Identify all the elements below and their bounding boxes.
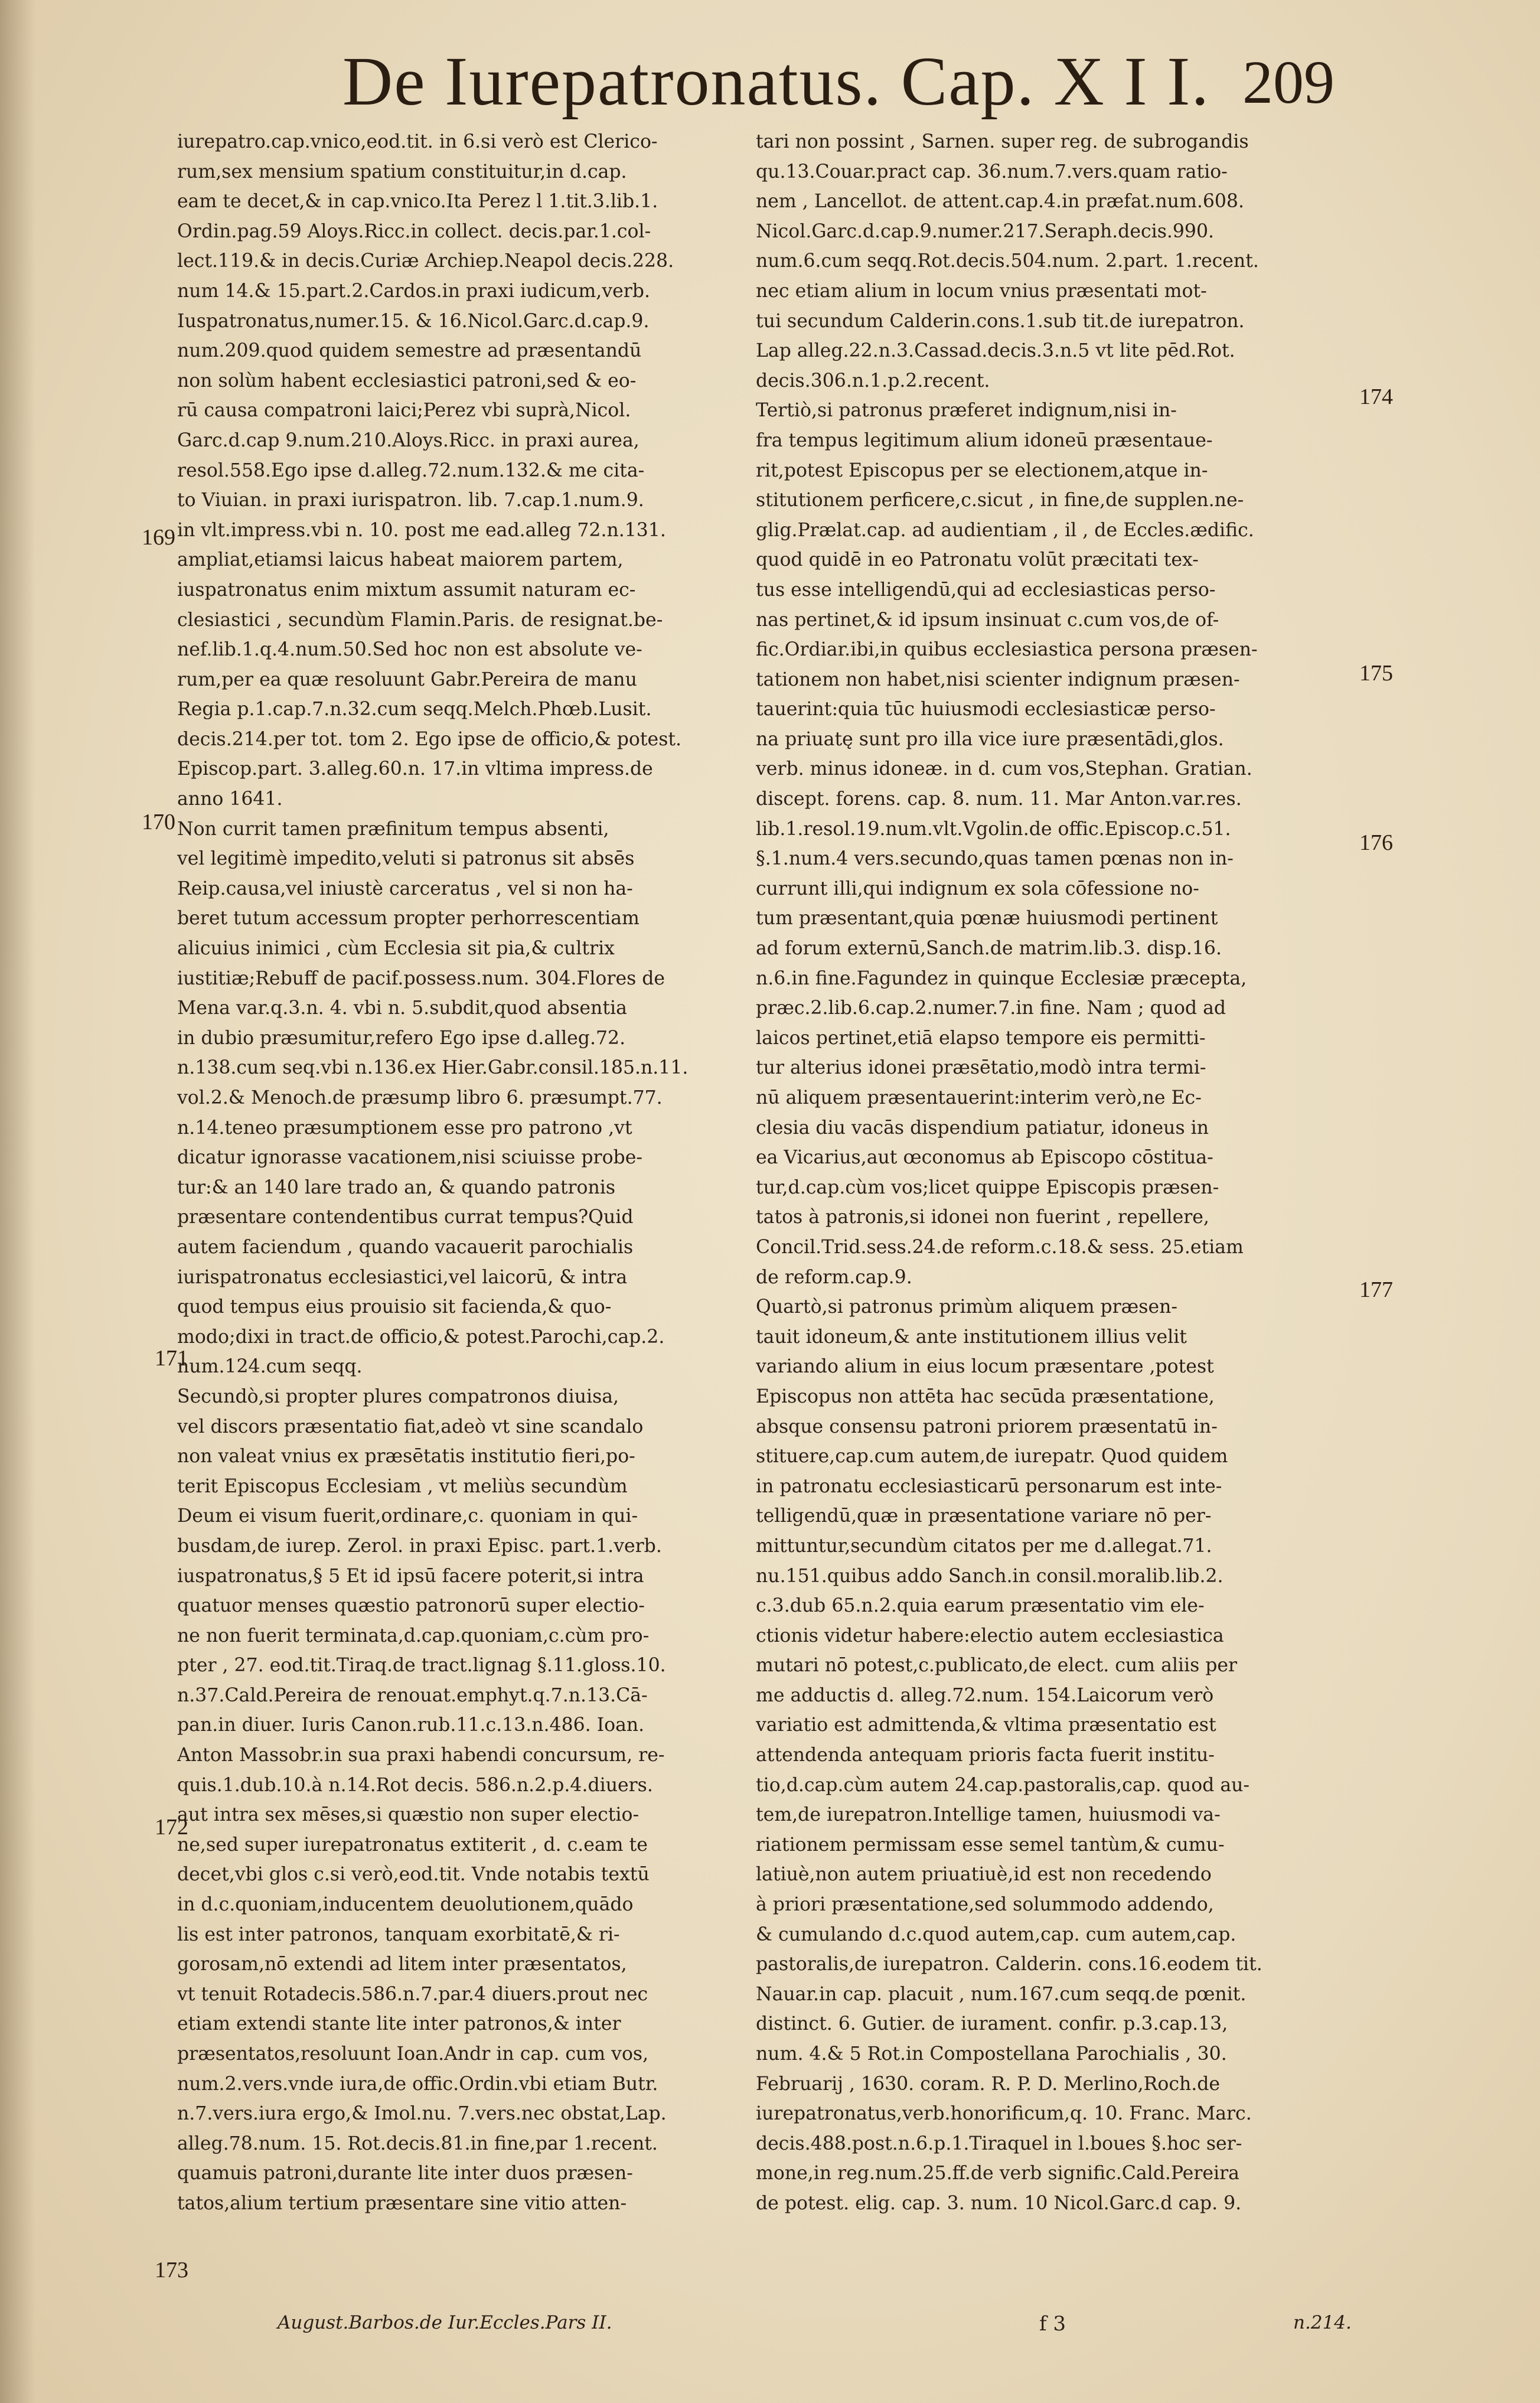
text-line: qu.13.Couar.pract cap. 36.num.7.vers.quam ratio- xyxy=(756,161,1228,182)
running-title: De Iurepatronatus. Cap. X I I. xyxy=(342,43,1210,120)
margin-number-177: 177 xyxy=(1359,1277,1393,1302)
text-line: riationem permissam esse semel tantùm,& cumu- xyxy=(756,1834,1225,1856)
text-line: discept. forens. cap. 8. num. 11. Mar Anton.var.res. xyxy=(756,788,1242,810)
text-line: Episcop.part. 3.alleg.60.n. 17.in vltima impress.de xyxy=(177,758,653,780)
text-line: Februarij , 1630. coram. R. P. D. Merlino,Roch.de xyxy=(756,2073,1221,2095)
text-line: pastoralis,de iurepatron. Calderin. cons.16.eodem tit. xyxy=(756,1954,1262,1975)
text-line: Deum ei visum fuerit,ordinare,c. quoniam in qui- xyxy=(177,1505,638,1527)
text-line: ctionis videtur habere:electio autem ecclesiastica xyxy=(756,1625,1224,1646)
text-line: quod tempus eius prouisio sit facienda,& quo- xyxy=(177,1296,612,1318)
text-line: mutari nō potest,c.publicato,de elect. cum aliis per xyxy=(756,1655,1238,1677)
text-line: iustitiæ;Rebuff de pacif.possess.num. 304.Flores de xyxy=(177,967,665,989)
footer-running-text: August.Barbos.de Iur.Eccles.Pars II. xyxy=(278,2312,612,2333)
text-line: iurepatronatus,verb.honorificum,q. 10. Franc. Marc. xyxy=(756,2103,1252,2125)
text-line: aut intra sex mēses,si quæstio non super electio- xyxy=(177,1804,640,1826)
signature-mark: f 3 xyxy=(1039,2312,1066,2336)
text-line: verb. minus idoneæ. in d. cum vos,Stephan. Gratian. xyxy=(756,758,1252,780)
margin-number-172: 172 xyxy=(155,1815,188,1840)
text-line: resol.558.Ego ipse d.alleg.72.num.132.& me cita- xyxy=(177,459,645,481)
text-line: mittuntur,secundùm citatos per me d.allegat.71. xyxy=(756,1535,1212,1557)
text-line: alicuius inimici , cùm Ecclesia sit pia,& cultrix xyxy=(177,938,615,960)
text-line: vel discors præsentatio fiat,adeò vt sine scandalo xyxy=(177,1416,644,1437)
text-line: num.209.quod quidem semestre ad præsentandū xyxy=(177,340,642,362)
right-column xyxy=(756,127,1346,2219)
text-line: vol.2.& Menoch.de præsump libro 6. præsumpt.77. xyxy=(177,1087,663,1108)
margin-number-174: 174 xyxy=(1359,384,1393,409)
text-line: clesiastici , secundùm Flamin.Paris. de resignat.be- xyxy=(177,609,663,631)
text-line: de reform.cap.9. xyxy=(756,1266,912,1288)
text-line: nas pertinet,& id ipsum insinuat c.cum vos,de of- xyxy=(756,609,1219,631)
text-line: quis.1.dub.10.à n.14.Rot decis. 586.n.2.p.4.diuers. xyxy=(177,1774,653,1796)
text-line: clesia diu vacās dispendium patiatur, idoneus in xyxy=(756,1117,1209,1139)
text-line: stitutionem perficere,c.sicut , in fine,de supplen.ne- xyxy=(756,490,1244,511)
text-line: ampliat,etiamsi laicus habeat maiorem partem, xyxy=(177,549,624,571)
text-line: Tertiò,si patronus præferet indignum,nisi in- xyxy=(756,400,1177,422)
text-line: rum,sex mensium spatium constituitur,in d.cap. xyxy=(177,161,627,182)
text-line: variando alium in eius locum præsentare ,potest xyxy=(756,1356,1214,1378)
text-line: gorosam,nō extendi ad litem inter præsentatos, xyxy=(177,1954,627,1975)
text-line: currunt illi,qui indignum ex sola cōfessione no- xyxy=(756,878,1199,899)
page-edge-shadow xyxy=(0,0,35,2403)
text-line: Reip.causa,vel iniustè carceratus , vel si non ha- xyxy=(177,878,633,899)
text-line: iurepatro.cap.vnico,eod.tit. in 6.si verò est Clerico- xyxy=(177,131,658,152)
text-line: Secundò,si propter plures compatronos diuisa, xyxy=(177,1385,619,1407)
text-line: nū aliquem præsentauerint:interim verò,ne Ec- xyxy=(756,1087,1202,1108)
text-line: nef.lib.1.q.4.num.50.Sed hoc non est absolute ve- xyxy=(177,639,642,661)
text-line: tatos à patronis,si idonei non fuerint , repellere, xyxy=(756,1207,1209,1228)
text-line: quatuor menses quæstio patronorū super electio- xyxy=(177,1595,645,1617)
text-line: na priuatę sunt pro illa vice iure præsentādi,glos. xyxy=(756,728,1224,750)
text-line: tationem non habet,nisi scienter indignum præsen- xyxy=(756,669,1240,690)
text-line: de potest. elig. cap. 3. num. 10 Nicol.Garc.d cap. 9. xyxy=(756,2192,1242,2214)
text-line: decet,vbi glos c.si verò,eod.tit. Vnde notabis textū xyxy=(177,1864,650,1886)
text-line: iuspatronatus enim mixtum assumit naturam ec- xyxy=(177,579,636,601)
margin-number-169: 169 xyxy=(142,525,175,550)
text-line: eam te decet,& in cap.vnico.Ita Perez l 1.tit.3.lib.1. xyxy=(177,191,658,213)
text-line: in dubio præsumitur,refero Ego ipse d.alleg.72. xyxy=(177,1027,626,1049)
text-line: modo;dixi in tract.de officio,& potest.Parochi,cap.2. xyxy=(177,1326,665,1348)
text-line: tari non possint , Sarnen. super reg. de subrogandis xyxy=(756,131,1249,152)
text-line: rum,per ea quæ resoluunt Gabr.Pereira de manu xyxy=(177,669,637,690)
text-line: in patronatu ecclesiasticarū personarum est inte- xyxy=(756,1475,1222,1497)
text-line: tur alterius idonei præsētatio,modò intra termi- xyxy=(756,1057,1206,1079)
text-line: iuspatronatus,§ 5 Et id ipsū facere poterit,si intra xyxy=(177,1565,644,1587)
text-line: in d.c.quoniam,inducentem deuolutionem,quādo xyxy=(177,1894,634,1916)
text-line: Ordin.pag.59 Aloys.Ricc.in collect. decis.par.1.col- xyxy=(177,220,651,242)
text-line: nu.151.quibus addo Sanch.in consil.moralib.lib.2. xyxy=(756,1565,1223,1587)
margin-number-175: 175 xyxy=(1359,661,1393,686)
text-line: num.2.vers.vnde iura,de offic.Ordin.vbi etiam Butr. xyxy=(177,2073,658,2095)
text-line: alleg.78.num. 15. Rot.decis.81.in fine,par 1.recent. xyxy=(177,2133,658,2154)
text-line: num. 4.& 5 Rot.in Compostellana Parochialis , 30. xyxy=(756,2043,1227,2065)
text-line: Regia p.1.cap.7.n.32.cum seqq.Melch.Phœb.Lusit. xyxy=(177,699,652,720)
text-line: Mena var.q.3.n. 4. vbi n. 5.subdit,quod absentia xyxy=(177,997,627,1019)
text-line: n.37.Cald.Pereira de renouat.emphyt.q.7.n.13.Cā- xyxy=(177,1684,648,1706)
page-number: 209 xyxy=(1242,48,1335,116)
text-line: tauit idoneum,& ante institutionem illius velit xyxy=(756,1326,1187,1348)
text-line: præc.2.lib.6.cap.2.numer.7.in fine. Nam ; quod ad xyxy=(756,997,1226,1019)
text-line: decis.488.post.n.6.p.1.Tiraquel in l.boues §.hoc ser- xyxy=(756,2133,1242,2154)
text-line: ea Vicarius,aut œconomus ab Episcopo cōstitua- xyxy=(756,1147,1213,1169)
text-line: §.1.num.4 vers.secundo,quas tamen pœnas non in- xyxy=(756,848,1234,870)
text-line: distinct. 6. Gutier. de iurament. confir. p.3.cap.13, xyxy=(756,2013,1228,2035)
text-line: beret tutum accessum propter perhorrescentiam xyxy=(177,908,640,930)
text-line: præsentatos,resoluunt Ioan.Andr in cap. cum vos, xyxy=(177,2043,649,2065)
text-line: decis.214.per tot. tom 2. Ego ipse de officio,& potest. xyxy=(177,728,682,750)
text-line: ad forum externū,Sanch.de matrim.lib.3. disp.16. xyxy=(756,938,1222,960)
text-line: n.7.vers.iura ergo,& Imol.nu. 7.vers.nec obstat,Lap. xyxy=(177,2103,667,2125)
text-line: etiam extendi stante lite inter patronos,& inter xyxy=(177,2013,621,2035)
text-line: attendenda antequam prioris facta fuerit institu- xyxy=(756,1745,1215,1766)
margin-number-171: 171 xyxy=(155,1346,188,1371)
text-line: Nauar.in cap. placuit , num.167.cum seqq.de pœnit. xyxy=(756,1983,1247,2005)
text-line: Anton Massobr.in sua praxi habendi concursum, re- xyxy=(177,1745,665,1766)
text-line: stituere,cap.cum autem,de iurepatr. Quod quidem xyxy=(756,1446,1228,1468)
text-line: anno 1641. xyxy=(177,788,283,810)
text-line: Nicol.Garc.d.cap.9.numer.217.Seraph.decis.990. xyxy=(756,220,1215,242)
text-line: dicatur ignorasse vacationem,nisi sciuisse probe- xyxy=(177,1147,642,1169)
text-line: lect.119.& in decis.Curiæ Archiep.Neapol decis.228. xyxy=(177,250,674,272)
text-line: variatio est admittenda,& vltima præsentatio est xyxy=(756,1714,1216,1736)
text-line: terit Episcopus Ecclesiam , vt meliùs secundùm xyxy=(177,1475,628,1497)
text-line: Non currit tamen præfinitum tempus absenti, xyxy=(177,818,609,840)
text-line: Iuspatronatus,numer.15. & 16.Nicol.Garc.d.cap.9. xyxy=(177,310,650,332)
text-line: fic.Ordiar.ibi,in quibus ecclesiastica persona præsen- xyxy=(756,639,1258,661)
text-line: num.124.cum seqq. xyxy=(177,1356,363,1378)
text-line: tatos,alium tertium præsentare sine vitio atten- xyxy=(177,2192,627,2214)
text-line: nec etiam alium in locum vnius præsentati mot- xyxy=(756,280,1207,302)
text-line: tur:& an 140 lare trado an, & quando patronis xyxy=(177,1176,616,1198)
margin-number-173: 173 xyxy=(155,2258,188,2283)
margin-number-170: 170 xyxy=(142,810,175,834)
text-line: latiuè,non autem priuatiuè,id est non recedendo xyxy=(756,1864,1212,1886)
text-line: nem , Lancellot. de attent.cap.4.in præfat.num.608. xyxy=(756,191,1244,213)
text-line: Lap alleg.22.n.3.Cassad.decis.3.n.5 vt lite pēd.Rot. xyxy=(756,340,1235,362)
text-line: Concil.Trid.sess.24.de reform.c.18.& sess. 25.etiam xyxy=(756,1236,1244,1258)
text-line: pan.in diuer. Iuris Canon.rub.11.c.13.n.486. Ioan. xyxy=(177,1714,645,1736)
text-line: laicos pertinet,etiā elapso tempore eis permitti- xyxy=(756,1027,1206,1049)
text-line: n.14.teneo præsumptionem esse pro patrono ,vt xyxy=(177,1117,632,1139)
text-line: tem,de iurepatron.Intellige tamen, huiusmodi va- xyxy=(756,1804,1221,1826)
text-line: Garc.d.cap 9.num.210.Aloys.Ricc. in praxi aurea, xyxy=(177,429,640,451)
text-line: pter , 27. eod.tit.Tiraq.de tract.lignag §.11.gloss.10. xyxy=(177,1655,666,1677)
text-line: lis est inter patronos, tanquam exorbitatē,& ri- xyxy=(177,1923,620,1945)
text-line: fra tempus legitimum alium idoneū præsentaue- xyxy=(756,429,1213,451)
text-line: non valeat vnius ex præsētatis institutio fieri,po- xyxy=(177,1446,635,1468)
text-line: telligendū,quæ in præsentatione variare nō per- xyxy=(756,1505,1212,1527)
text-line: lib.1.resol.19.num.vlt.Vgolin.de offic.Episcop.c.51. xyxy=(756,818,1231,840)
text-line: me adductis d. alleg.72.num. 154.Laicorum verò xyxy=(756,1684,1214,1706)
text-line: n.6.in fine.Fagundez in quinque Ecclesiæ præcepta, xyxy=(756,967,1247,989)
text-line: tus esse intelligendū,qui ad ecclesiasticas perso- xyxy=(756,579,1216,601)
text-line: non solùm habent ecclesiastici patroni,sed & eo- xyxy=(177,370,637,392)
text-line: vel legitimè impedito,veluti si patronus sit absēs xyxy=(177,848,635,870)
text-line: præsentare contendentibus currat tempus?Quid xyxy=(177,1207,634,1228)
text-line: ne non fuerit terminata,d.cap.quoniam,c.cùm pro- xyxy=(177,1625,650,1646)
text-line: quamuis patroni,durante lite inter duos præsen- xyxy=(177,2163,633,2184)
text-line: glig.Prælat.cap. ad audientiam , il , de Eccles.ædific. xyxy=(756,519,1254,541)
margin-number-176: 176 xyxy=(1359,830,1393,855)
text-line: vt tenuit Rotadecis.586.n.7.par.4 diuers.prout nec xyxy=(177,1983,648,2005)
text-line: Episcopus non attēta hac secūda præsentatione, xyxy=(756,1385,1215,1407)
text-line: absque consensu patroni priorem præsentatū in- xyxy=(756,1416,1218,1437)
text-line: iurispatronatus ecclesiastici,vel laicorū, & intra xyxy=(177,1266,628,1288)
text-line: num 14.& 15.part.2.Cardos.in praxi iudicum,verb. xyxy=(177,280,650,302)
text-line: tui secundum Calderin.cons.1.sub tit.de iurepatron. xyxy=(756,310,1245,332)
text-line: ne,sed super iurepatronatus extiterit , d. c.eam te xyxy=(177,1834,648,1856)
text-line: autem faciendum , quando vacauerit parochialis xyxy=(177,1236,634,1258)
text-line: num.6.cum seqq.Rot.decis.504.num. 2.part. 1.recent. xyxy=(756,250,1259,272)
catchword: n.214. xyxy=(1293,2312,1352,2333)
text-line: rū causa compatroni laici;Perez vbi suprà,Nicol. xyxy=(177,400,631,422)
text-line: quod quidē in eo Patronatu volūt præcitati tex- xyxy=(756,549,1199,571)
text-line: n.138.cum seq.vbi n.136.ex Hier.Gabr.consil.185.n.11. xyxy=(177,1057,689,1079)
text-line: to Viuian. in praxi iurispatron. lib. 7.cap.1.num.9. xyxy=(177,490,644,511)
text-line: & cumulando d.c.quod autem,cap. cum autem,cap. xyxy=(756,1923,1236,1945)
text-line: tum præsentant,quia pœnæ huiusmodi pertinent xyxy=(756,908,1218,930)
text-line: decis.306.n.1.p.2.recent. xyxy=(756,370,990,392)
text-line: Quartò,si patronus primùm aliquem præsen- xyxy=(756,1296,1178,1318)
text-line: rit,potest Episcopus per se electionem,atque in- xyxy=(756,459,1208,481)
text-line: in vlt.impress.vbi n. 10. post me ead.alleg 72.n.131. xyxy=(177,519,666,541)
text-line: busdam,de iurep. Zerol. in praxi Episc. part.1.verb. xyxy=(177,1535,662,1557)
text-line: tauerint:quia tūc huiusmodi ecclesiasticæ perso- xyxy=(756,699,1216,720)
left-column xyxy=(177,127,779,2219)
text-line: mone,in reg.num.25.ff.de verb signific.Cald.Pereira xyxy=(756,2163,1239,2184)
text-line: tio,d.cap.cùm autem 24.cap.pastoralis,cap. quod au- xyxy=(756,1774,1250,1796)
text-line: c.3.dub 65.n.2.quia earum præsentatio vim ele- xyxy=(756,1595,1205,1617)
text-line: à priori præsentatione,sed solummodo addendo, xyxy=(756,1894,1214,1916)
text-line: tur,d.cap.cùm vos;licet quippe Episcopis præsen- xyxy=(756,1176,1219,1198)
